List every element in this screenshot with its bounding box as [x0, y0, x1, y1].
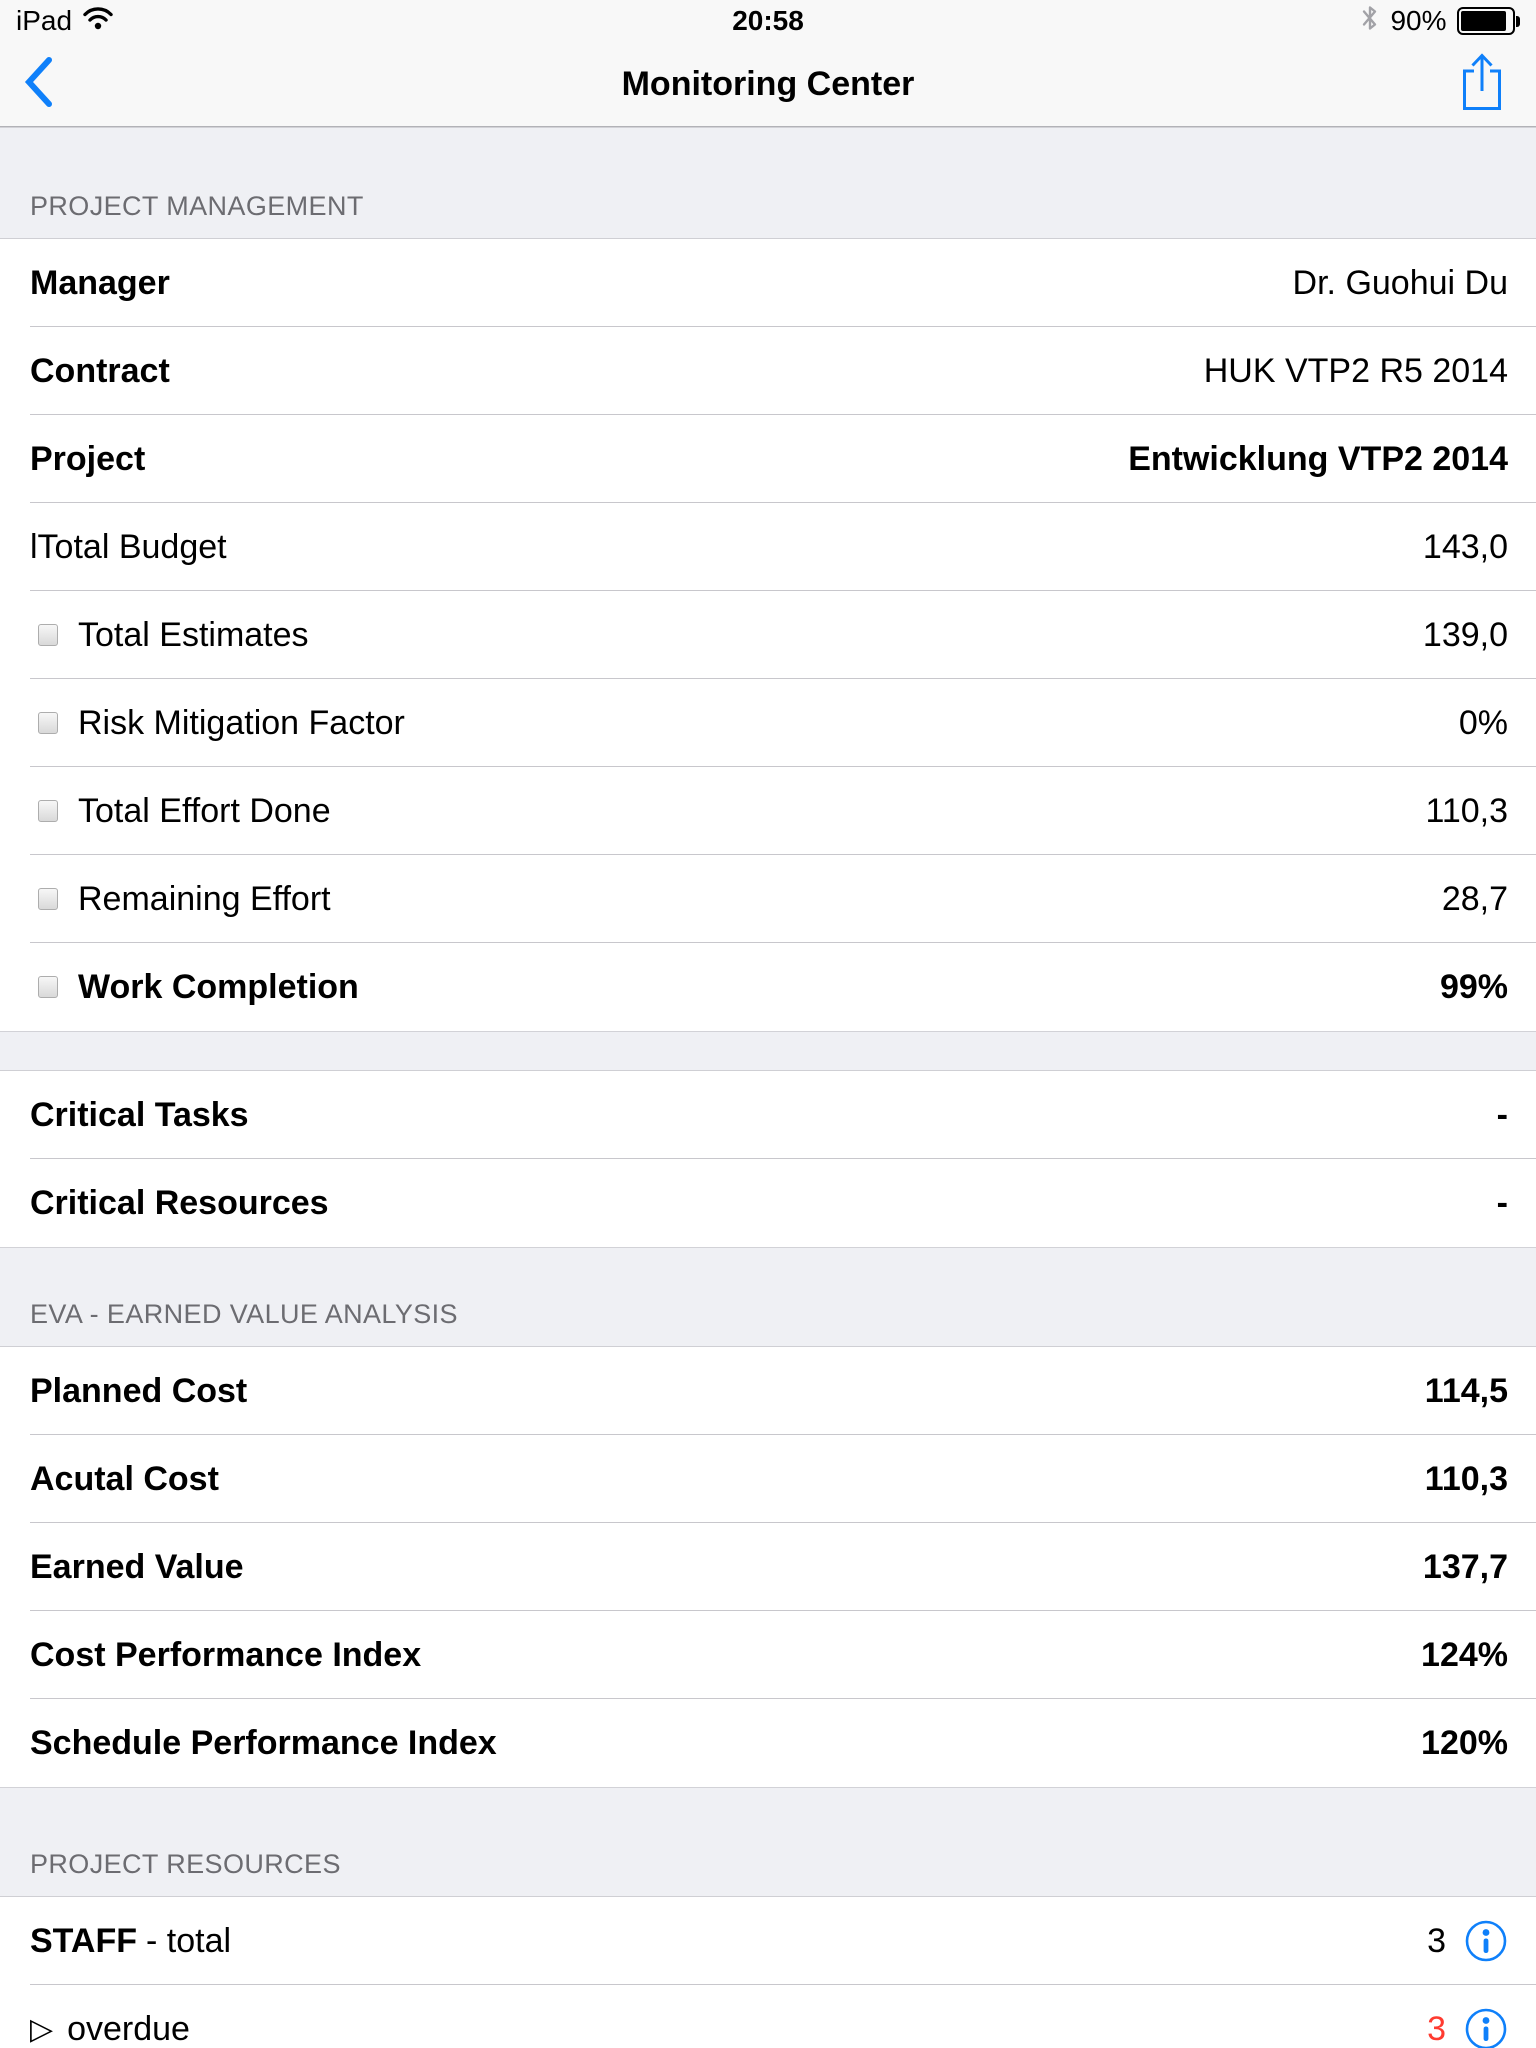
- section-header-label: PROJECT MANAGEMENT: [30, 191, 364, 221]
- table-row-risk-mitigation-factor: [0, 679, 1536, 767]
- table-row-remaining-effort: [0, 855, 1536, 943]
- table-row-total-budget: [0, 503, 1536, 591]
- row-value: 99%: [1439, 967, 1508, 1006]
- section-header-label: EVA - EARNED VALUE ANALYSIS: [30, 1299, 458, 1329]
- status-bar: [0, 0, 1536, 42]
- row-label: Total Estimates: [78, 615, 309, 654]
- device-label: iPad: [16, 5, 73, 36]
- row-label: Contract: [30, 351, 170, 390]
- info-icon: [1464, 1919, 1508, 1963]
- table-row-project: [0, 415, 1536, 503]
- battery-percent: 90%: [1390, 5, 1447, 36]
- row-value: 110,3: [1424, 1459, 1508, 1498]
- row-value: Dr. Guohui Du: [1292, 263, 1508, 302]
- row-value: 3: [1427, 1921, 1446, 1960]
- row-value: 110,3: [1425, 791, 1508, 830]
- table-row-staff-total[interactable]: [0, 1897, 1536, 1985]
- table-row-actual-cost: [0, 1435, 1536, 1523]
- section-header-label: PROJECT RESOURCES: [30, 1849, 341, 1879]
- table-row-contract: [0, 327, 1536, 415]
- row-label: Critical Resources: [30, 1183, 329, 1222]
- table-row-total-estimates: [0, 591, 1536, 679]
- share-icon: [1459, 52, 1505, 117]
- row-label: Risk Mitigation Factor: [78, 703, 405, 742]
- row-label: Work Completion: [78, 967, 359, 1006]
- table-row-work-completion: [0, 943, 1536, 1031]
- clock: 20:58: [732, 5, 804, 36]
- row-label: Earned Value: [30, 1547, 244, 1586]
- checkbox[interactable]: [38, 888, 58, 910]
- section-header-project-resources: [0, 1787, 1536, 1897]
- row-value: 143,0: [1422, 527, 1508, 566]
- row-label: lTotal Budget: [30, 527, 227, 566]
- row-value: HUK VTP2 R5 2014: [1203, 351, 1508, 390]
- row-value: -: [1496, 1095, 1508, 1134]
- chevron-left-icon: [24, 56, 52, 113]
- row-label-strong: STAFF: [30, 1921, 138, 1960]
- row-label: Remaining Effort: [78, 879, 331, 918]
- checkbox[interactable]: [38, 800, 58, 822]
- row-value: 124%: [1421, 1635, 1508, 1674]
- checkbox[interactable]: [38, 712, 58, 734]
- section-header-eva: [0, 1247, 1536, 1347]
- row-value: 0%: [1458, 703, 1508, 742]
- row-label: overdue: [67, 2009, 190, 2048]
- row-label: Schedule Performance Index: [30, 1723, 497, 1762]
- table-row-planned-cost: [0, 1347, 1536, 1435]
- table-row-total-effort-done: [0, 767, 1536, 855]
- row-label: Acutal Cost: [30, 1459, 219, 1498]
- row-value: 3: [1427, 2009, 1446, 2048]
- page-title: Monitoring Center: [621, 64, 915, 103]
- row-value: 137,7: [1422, 1547, 1508, 1586]
- row-label: Critical Tasks: [30, 1095, 249, 1134]
- table-row-critical-tasks: [0, 1071, 1536, 1159]
- triangle-right-icon[interactable]: ▷: [30, 2011, 54, 2047]
- row-value: 28,7: [1441, 879, 1508, 918]
- table-row-earned-value: [0, 1523, 1536, 1611]
- row-label: Manager: [30, 263, 170, 302]
- table-row-critical-resources: [0, 1159, 1536, 1247]
- section-header-project-management: [0, 127, 1536, 239]
- info-icon: [1464, 2007, 1508, 2048]
- nav-bar: [0, 42, 1536, 127]
- row-label: Total Effort Done: [78, 791, 331, 830]
- row-value: -: [1496, 1183, 1508, 1222]
- table-row-manager: [0, 239, 1536, 327]
- table-row-staff-overdue[interactable]: [0, 1985, 1536, 2048]
- row-label: - total: [146, 1921, 232, 1960]
- row-label: Project: [30, 439, 146, 478]
- checkbox[interactable]: [38, 976, 58, 998]
- row-value: Entwicklung VTP2 2014: [1128, 439, 1508, 478]
- info-button[interactable]: [1464, 2007, 1508, 2048]
- checkbox[interactable]: [38, 624, 58, 646]
- back-button[interactable]: [24, 54, 84, 114]
- section-spacer: [0, 1031, 1536, 1071]
- row-value: 139,0: [1422, 615, 1508, 654]
- share-button[interactable]: [1452, 52, 1512, 116]
- row-label: Planned Cost: [30, 1371, 248, 1410]
- table-row-schedule-performance-index: [0, 1699, 1536, 1787]
- row-value: 120%: [1421, 1723, 1508, 1762]
- table-row-cost-performance-index: [0, 1611, 1536, 1699]
- row-value: 114,5: [1424, 1371, 1508, 1410]
- info-button[interactable]: [1464, 1919, 1508, 1963]
- row-label: Cost Performance Index: [30, 1635, 422, 1674]
